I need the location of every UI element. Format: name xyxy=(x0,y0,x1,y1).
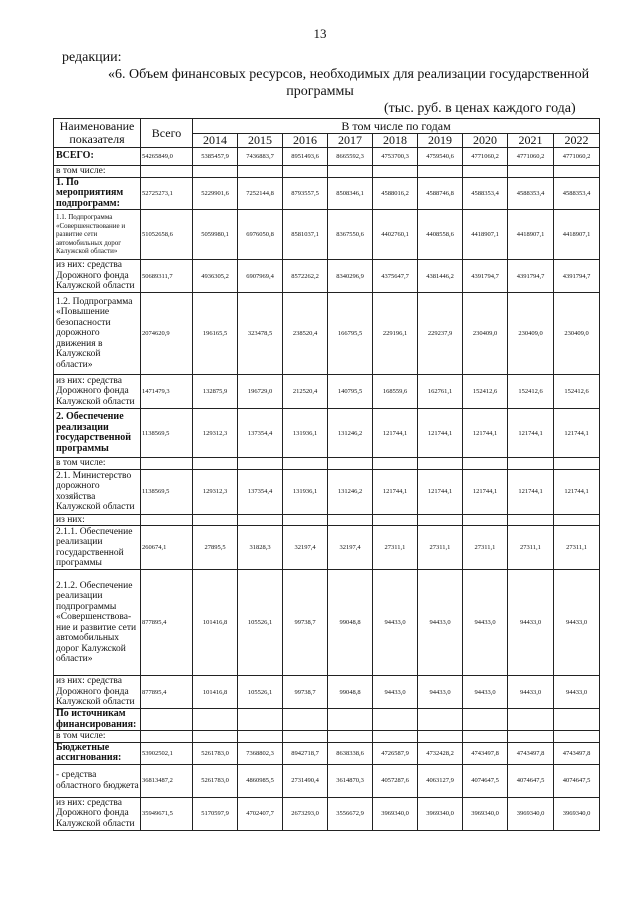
column-header-total: Всего xyxy=(141,119,193,148)
value-2022: 94433,0 xyxy=(554,570,600,676)
value-2015: 4702407,7 xyxy=(238,797,283,830)
value-2014 xyxy=(193,166,238,178)
value-2014: 5385457,9 xyxy=(193,148,238,166)
value-2016: 99738,7 xyxy=(283,676,328,709)
value-2016: 238520,4 xyxy=(283,293,328,375)
value-2018: 4753700,3 xyxy=(373,148,418,166)
table-row xyxy=(54,177,600,210)
table-row xyxy=(54,709,600,731)
table-row xyxy=(54,293,600,375)
row-total xyxy=(141,166,193,178)
financial-resources-table xyxy=(53,118,600,831)
row-total xyxy=(141,731,193,743)
value-2015: 31828,3 xyxy=(238,526,283,570)
value-2020 xyxy=(463,166,508,178)
row-label: 1.1. Подпрограмма «Совершенствование и развитие сети автомобильных дорог Калужской области» xyxy=(54,210,141,260)
table-row xyxy=(54,731,600,743)
table-row xyxy=(54,148,600,166)
row-label: из них: средства Дорожного фонда Калужской области xyxy=(54,260,141,293)
value-2016: 99738,7 xyxy=(283,570,328,676)
value-2022: 4418907,1 xyxy=(554,210,600,260)
value-2020: 4743497,8 xyxy=(463,742,508,764)
table-row xyxy=(54,409,600,458)
value-2014: 132875,9 xyxy=(193,375,238,409)
row-total: 1138569,5 xyxy=(141,469,193,514)
value-2019: 4063127,9 xyxy=(418,764,463,797)
heading-line-3: программы xyxy=(286,84,354,99)
value-2021: 4588353,4 xyxy=(508,177,554,210)
value-2014: 5059980,1 xyxy=(193,210,238,260)
value-2015: 7436883,7 xyxy=(238,148,283,166)
value-2019: 4381446,2 xyxy=(418,260,463,293)
value-2022 xyxy=(554,514,600,526)
heading-line-2: «6. Объем финансовых ресурсов, необходимых для реализации государственной xyxy=(108,67,590,82)
value-2022: 4771060,2 xyxy=(554,148,600,166)
value-2018: 4057287,6 xyxy=(373,764,418,797)
table-row xyxy=(54,742,600,764)
value-2019 xyxy=(418,166,463,178)
row-label: из них: xyxy=(54,514,141,526)
unit-note: (тыс. руб. в ценах каждого года) xyxy=(384,101,576,116)
value-2015: 6976050,8 xyxy=(238,210,283,260)
value-2018 xyxy=(373,709,418,731)
value-2016: 8942718,7 xyxy=(283,742,328,764)
value-2021: 4074647,5 xyxy=(508,764,554,797)
value-2017: 8638338,6 xyxy=(328,742,373,764)
value-2018 xyxy=(373,166,418,178)
value-2018: 229196,1 xyxy=(373,293,418,375)
row-total: 35949671,5 xyxy=(141,797,193,830)
value-2018: 94433,0 xyxy=(373,676,418,709)
value-2018: 94433,0 xyxy=(373,570,418,676)
value-2015 xyxy=(238,731,283,743)
value-2020: 94433,0 xyxy=(463,570,508,676)
row-total: 877895,4 xyxy=(141,570,193,676)
row-label: в том числе: xyxy=(54,166,141,178)
value-2016 xyxy=(283,514,328,526)
year-header-2020: 2020 xyxy=(463,134,508,148)
value-2017: 8665592,3 xyxy=(328,148,373,166)
value-2022: 4588353,4 xyxy=(554,177,600,210)
row-label: в том числе: xyxy=(54,731,141,743)
row-total: 51052658,6 xyxy=(141,210,193,260)
row-label: ВСЕГО: xyxy=(54,148,141,166)
value-2015 xyxy=(238,458,283,470)
value-2016 xyxy=(283,731,328,743)
heading-line-1: редакции: xyxy=(62,50,122,65)
value-2016: 212520,4 xyxy=(283,375,328,409)
value-2019 xyxy=(418,514,463,526)
value-2021: 152412,6 xyxy=(508,375,554,409)
value-2014: 129312,3 xyxy=(193,409,238,458)
value-2014: 196165,5 xyxy=(193,293,238,375)
value-2015: 323478,5 xyxy=(238,293,283,375)
table-row xyxy=(54,469,600,514)
value-2020: 230409,0 xyxy=(463,293,508,375)
value-2020: 4588353,4 xyxy=(463,177,508,210)
value-2020: 4418907,1 xyxy=(463,210,508,260)
column-header-name: Наименование показателя xyxy=(54,119,141,148)
value-2021: 4418907,1 xyxy=(508,210,554,260)
row-label: 2.1.2. Обеспечение реализации подпрограммы «Совершенствова-ние и развитие сети автомобильных дорог Калужской области» xyxy=(54,570,141,676)
value-2017: 3614870,3 xyxy=(328,764,373,797)
value-2014 xyxy=(193,709,238,731)
value-2022: 4074647,5 xyxy=(554,764,600,797)
row-total: 52725273,1 xyxy=(141,177,193,210)
value-2017: 32197,4 xyxy=(328,526,373,570)
value-2018: 121744,1 xyxy=(373,469,418,514)
value-2020: 4771060,2 xyxy=(463,148,508,166)
value-2017 xyxy=(328,166,373,178)
table-row xyxy=(54,458,600,470)
value-2022: 94433,0 xyxy=(554,676,600,709)
row-total: 2074620,9 xyxy=(141,293,193,375)
value-2018: 121744,1 xyxy=(373,409,418,458)
table-row xyxy=(54,526,600,570)
value-2018: 4375647,7 xyxy=(373,260,418,293)
row-label: - средства областного бюджета xyxy=(54,764,141,797)
value-2018: 4726587,9 xyxy=(373,742,418,764)
table-row xyxy=(54,797,600,830)
value-2022 xyxy=(554,166,600,178)
value-2015 xyxy=(238,514,283,526)
value-2017: 3556672,9 xyxy=(328,797,373,830)
value-2014 xyxy=(193,731,238,743)
value-2022: 4391794,7 xyxy=(554,260,600,293)
value-2014: 5261783,0 xyxy=(193,742,238,764)
page-number: 13 xyxy=(313,26,327,41)
value-2021 xyxy=(508,458,554,470)
value-2014 xyxy=(193,458,238,470)
value-2019: 4588746,8 xyxy=(418,177,463,210)
value-2019 xyxy=(418,709,463,731)
row-label: из них: средства Дорожного фонда Калужской области xyxy=(54,375,141,409)
value-2022 xyxy=(554,458,600,470)
value-2014 xyxy=(193,514,238,526)
year-header-2014: 2014 xyxy=(193,134,238,148)
value-2018: 4588016,2 xyxy=(373,177,418,210)
value-2017: 8340296,9 xyxy=(328,260,373,293)
value-2017: 140795,5 xyxy=(328,375,373,409)
year-header-2016: 2016 xyxy=(283,134,328,148)
value-2015: 105526,1 xyxy=(238,676,283,709)
value-2018 xyxy=(373,458,418,470)
row-total: 53902502,1 xyxy=(141,742,193,764)
row-label: По источникам финансирования: xyxy=(54,709,141,731)
value-2021: 4743497,8 xyxy=(508,742,554,764)
value-2015: 4860985,5 xyxy=(238,764,283,797)
row-total: 50689311,7 xyxy=(141,260,193,293)
value-2022: 3969340,0 xyxy=(554,797,600,830)
value-2016: 8793557,5 xyxy=(283,177,328,210)
value-2017: 99048,8 xyxy=(328,570,373,676)
table-row xyxy=(54,570,600,676)
row-label: 2. Обеспечение реализации государственной программы xyxy=(54,409,141,458)
row-total xyxy=(141,709,193,731)
value-2016 xyxy=(283,709,328,731)
row-label: 1. По мероприятиям подпрограмм: xyxy=(54,177,141,210)
value-2014: 5261783,0 xyxy=(193,764,238,797)
value-2021: 3969340,0 xyxy=(508,797,554,830)
row-label: 1.2. Подпрограмма «Повышение безопасности дорожного движения в Калужской области» xyxy=(54,293,141,375)
table-row xyxy=(54,375,600,409)
row-label: 2.1.1. Обеспечение реализации государственной программы xyxy=(54,526,141,570)
row-total: 877895,4 xyxy=(141,676,193,709)
value-2021 xyxy=(508,731,554,743)
value-2014: 101416,8 xyxy=(193,676,238,709)
value-2019: 94433,0 xyxy=(418,676,463,709)
value-2015: 7368802,3 xyxy=(238,742,283,764)
value-2014: 4936305,2 xyxy=(193,260,238,293)
row-label: из них: средства Дорожного фонда Калужской области xyxy=(54,676,141,709)
row-total: 36813487,2 xyxy=(141,764,193,797)
value-2016: 8581037,1 xyxy=(283,210,328,260)
value-2020: 121744,1 xyxy=(463,409,508,458)
value-2017 xyxy=(328,709,373,731)
value-2020 xyxy=(463,709,508,731)
table-row xyxy=(54,764,600,797)
table-row xyxy=(54,166,600,178)
value-2016: 131936,1 xyxy=(283,469,328,514)
value-2016: 2731490,4 xyxy=(283,764,328,797)
row-label: в том числе: xyxy=(54,458,141,470)
value-2018: 27311,1 xyxy=(373,526,418,570)
value-2014: 129312,3 xyxy=(193,469,238,514)
value-2020: 4074647,5 xyxy=(463,764,508,797)
value-2021 xyxy=(508,709,554,731)
value-2021: 4391794,7 xyxy=(508,260,554,293)
value-2022 xyxy=(554,731,600,743)
value-2019 xyxy=(418,458,463,470)
value-2017: 8508346,1 xyxy=(328,177,373,210)
value-2015: 6907969,4 xyxy=(238,260,283,293)
value-2018: 168559,6 xyxy=(373,375,418,409)
year-header-2018: 2018 xyxy=(373,134,418,148)
value-2020: 121744,1 xyxy=(463,469,508,514)
value-2022 xyxy=(554,709,600,731)
row-label: 2.1. Министерство дорожного хозяйства Калужской области xyxy=(54,469,141,514)
value-2020 xyxy=(463,731,508,743)
value-2016 xyxy=(283,458,328,470)
value-2020: 4391794,7 xyxy=(463,260,508,293)
value-2021: 230409,0 xyxy=(508,293,554,375)
value-2017 xyxy=(328,731,373,743)
value-2019: 94433,0 xyxy=(418,570,463,676)
value-2015 xyxy=(238,709,283,731)
value-2017: 131246,2 xyxy=(328,409,373,458)
value-2017 xyxy=(328,514,373,526)
value-2019: 4732428,2 xyxy=(418,742,463,764)
year-header-2022: 2022 xyxy=(554,134,600,148)
value-2018 xyxy=(373,514,418,526)
value-2022: 27311,1 xyxy=(554,526,600,570)
value-2019: 162761,1 xyxy=(418,375,463,409)
value-2021: 4771060,2 xyxy=(508,148,554,166)
value-2015: 105526,1 xyxy=(238,570,283,676)
value-2014: 27895,5 xyxy=(193,526,238,570)
value-2016: 2673293,0 xyxy=(283,797,328,830)
row-total: 260674,1 xyxy=(141,526,193,570)
value-2020: 94433,0 xyxy=(463,676,508,709)
value-2015: 137354,4 xyxy=(238,469,283,514)
column-header-years-group: В том числе по годам xyxy=(193,119,600,134)
value-2018 xyxy=(373,731,418,743)
value-2017: 99048,8 xyxy=(328,676,373,709)
row-label: из них: средства Дорожного фонда Калужской области xyxy=(54,797,141,830)
value-2016: 32197,4 xyxy=(283,526,328,570)
value-2020 xyxy=(463,514,508,526)
year-header-2017: 2017 xyxy=(328,134,373,148)
value-2021: 121744,1 xyxy=(508,409,554,458)
value-2019: 121744,1 xyxy=(418,409,463,458)
value-2021 xyxy=(508,166,554,178)
table-row xyxy=(54,676,600,709)
table-row xyxy=(54,210,600,260)
value-2017 xyxy=(328,458,373,470)
value-2020: 152412,6 xyxy=(463,375,508,409)
row-label: Бюджетные ассигнования: xyxy=(54,742,141,764)
year-header-2015: 2015 xyxy=(238,134,283,148)
value-2021: 121744,1 xyxy=(508,469,554,514)
value-2019: 4408558,6 xyxy=(418,210,463,260)
value-2014: 5229901,6 xyxy=(193,177,238,210)
row-total: 1138569,5 xyxy=(141,409,193,458)
value-2022: 4743497,8 xyxy=(554,742,600,764)
value-2019: 229237,9 xyxy=(418,293,463,375)
value-2021 xyxy=(508,514,554,526)
table-row xyxy=(54,514,600,526)
value-2019: 4759540,6 xyxy=(418,148,463,166)
value-2022: 152412,6 xyxy=(554,375,600,409)
value-2018: 4402760,1 xyxy=(373,210,418,260)
value-2016 xyxy=(283,166,328,178)
value-2018: 3969340,0 xyxy=(373,797,418,830)
value-2017: 166795,5 xyxy=(328,293,373,375)
value-2019: 27311,1 xyxy=(418,526,463,570)
value-2020 xyxy=(463,458,508,470)
value-2015: 7252144,8 xyxy=(238,177,283,210)
table-row xyxy=(54,260,600,293)
value-2019: 3969340,0 xyxy=(418,797,463,830)
value-2014: 5170597,9 xyxy=(193,797,238,830)
value-2017: 8367550,6 xyxy=(328,210,373,260)
row-total: 1471479,3 xyxy=(141,375,193,409)
value-2022: 121744,1 xyxy=(554,409,600,458)
value-2020: 27311,1 xyxy=(463,526,508,570)
value-2022: 121744,1 xyxy=(554,469,600,514)
value-2016: 8572262,2 xyxy=(283,260,328,293)
value-2017: 131246,2 xyxy=(328,469,373,514)
value-2019: 121744,1 xyxy=(418,469,463,514)
value-2015: 137354,4 xyxy=(238,409,283,458)
value-2022: 230409,0 xyxy=(554,293,600,375)
row-total xyxy=(141,458,193,470)
value-2021: 94433,0 xyxy=(508,676,554,709)
value-2020: 3969340,0 xyxy=(463,797,508,830)
row-total: 54265849,0 xyxy=(141,148,193,166)
value-2021: 27311,1 xyxy=(508,526,554,570)
row-total xyxy=(141,514,193,526)
value-2014: 101416,8 xyxy=(193,570,238,676)
value-2016: 8951493,6 xyxy=(283,148,328,166)
value-2016: 131936,1 xyxy=(283,409,328,458)
value-2019 xyxy=(418,731,463,743)
value-2015: 196729,0 xyxy=(238,375,283,409)
year-header-2021: 2021 xyxy=(508,134,554,148)
year-header-2019: 2019 xyxy=(418,134,463,148)
value-2015 xyxy=(238,166,283,178)
value-2021: 94433,0 xyxy=(508,570,554,676)
